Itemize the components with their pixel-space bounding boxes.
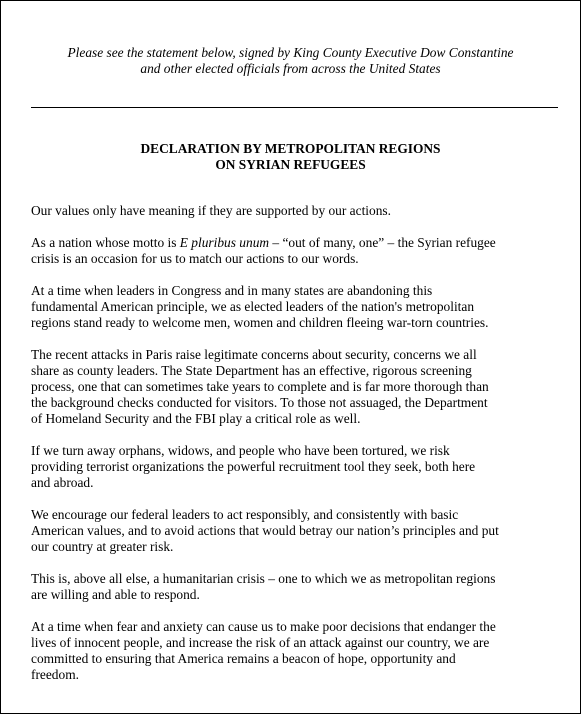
paragraph-line: regions stand ready to welcome men, women and children fleeing war-torn countries.: [31, 315, 489, 330]
paragraph-line: The recent attacks in Paris raise legitimate concerns about security, concerns we all: [31, 347, 477, 362]
paragraph-line: American values, and to avoid actions that would betray our nation’s principles and put: [31, 523, 499, 538]
paragraph-congress: [31, 283, 562, 331]
paragraph-line: Our values only have meaning if they are supported by our actions.: [31, 203, 391, 218]
declaration-title: [21, 141, 560, 173]
intro-line-2: and other elected officials from across the United States: [140, 61, 441, 76]
paragraph-line: At a time when fear and anxiety can cause us to make poor decisions that endanger the: [31, 619, 496, 634]
paragraph-motto: [31, 235, 562, 267]
declaration-body: [31, 203, 562, 699]
paragraph-security: [31, 347, 562, 427]
intro-note: [21, 45, 560, 77]
paragraph-line: crisis is an occasion for us to match our actions to our words.: [31, 251, 359, 266]
paragraph-beacon: [31, 619, 562, 683]
paragraph-line: We encourage our federal leaders to act responsibly, and consistently with basic: [31, 507, 459, 522]
paragraph-line: process, one that can sometimes take years to complete and is far more thorough than: [31, 379, 489, 394]
intro-line-1: Please see the statement below, signed by King County Executive Dow Constantine: [67, 45, 514, 60]
motto-lead-text: As a nation whose motto is: [31, 235, 180, 250]
paragraph-line: our country at greater risk.: [31, 539, 174, 554]
paragraph-line: If we turn away orphans, widows, and people who have been tortured, we risk: [31, 443, 450, 458]
paragraph-line: of Homeland Security and the FBI play a critical role as well.: [31, 411, 361, 426]
paragraph-line: fundamental American principle, we as elected leaders of the nation's metropolitan: [31, 299, 475, 314]
paragraph-line: providing terrorist organizations the powerful recruitment tool they seek, both here: [31, 459, 476, 474]
paragraph-values: [31, 203, 562, 219]
paragraph-line: freedom.: [31, 667, 79, 682]
paragraph-line: This is, above all else, a humanitarian crisis – one to which we as metropolitan regions: [31, 571, 496, 586]
paragraph-line: lives of innocent people, and increase the risk of an attack against our country, we are: [31, 635, 490, 650]
paragraph-federal-leaders: [31, 507, 562, 555]
paragraph-humanitarian: [31, 571, 562, 603]
title-line-1: DECLARATION BY METROPOLITAN REGIONS: [140, 141, 441, 156]
paragraph-line: At a time when leaders in Congress and in many states are abandoning this: [31, 283, 433, 298]
paragraph-line: and abroad.: [31, 475, 94, 490]
paragraph-line: [31, 235, 562, 251]
motto-trail-text: – “out of many, one” – the Syrian refugee: [269, 235, 496, 250]
paragraph-line: are willing and able to respond.: [31, 587, 200, 602]
paragraph-recruitment: [31, 443, 562, 491]
title-line-2: ON SYRIAN REFUGEES: [215, 157, 366, 172]
paragraph-line: share as county leaders. The State Department has an effective, rigorous screening: [31, 363, 472, 378]
horizontal-divider: [31, 107, 558, 108]
paragraph-line: committed to ensuring that America remains a beacon of hope, opportunity and: [31, 651, 456, 666]
motto-latin-text: E pluribus unum: [179, 235, 270, 250]
paragraph-line: the background checks conducted for visitors. To those not assuaged, the Department: [31, 395, 488, 410]
